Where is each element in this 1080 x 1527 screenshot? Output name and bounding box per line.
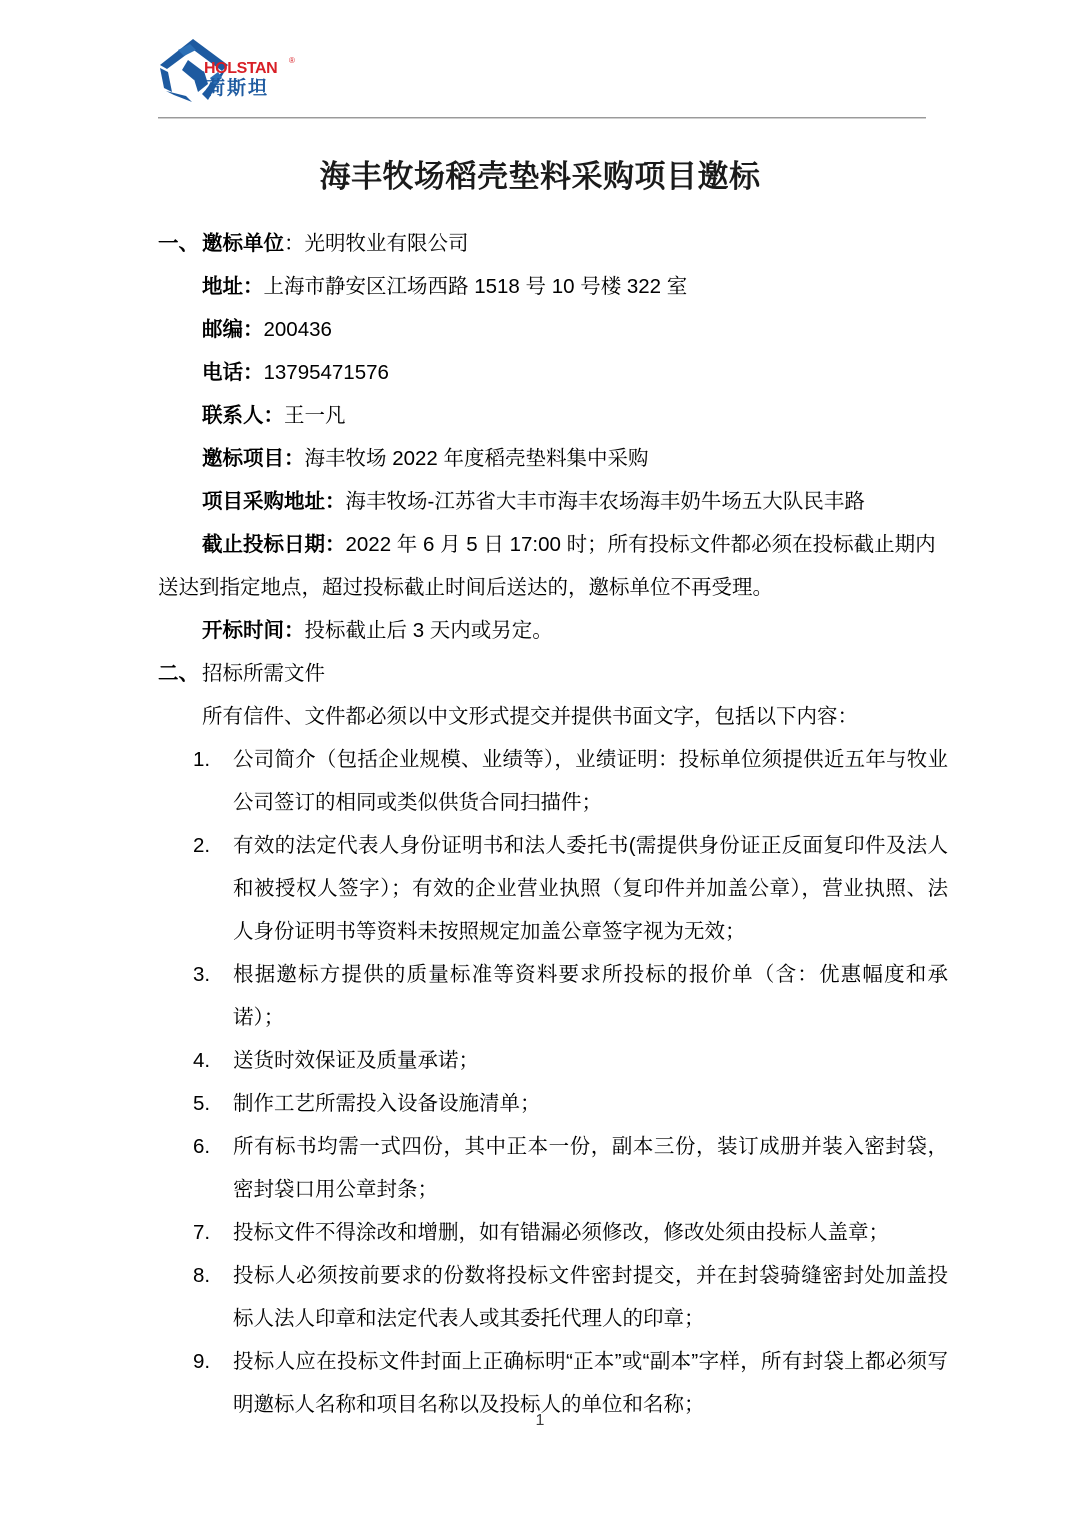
page-header [158,36,926,118]
document-body [158,222,948,1426]
list-item [158,953,948,1039]
required-documents-list [158,738,948,1426]
field-address-label: 地址 [202,275,243,298]
section-two-title: 招标所需文件 [202,662,325,685]
section-one-line [202,222,948,265]
list-item-number: 2. [193,834,211,857]
list-item [158,1211,948,1254]
field-phone-value: 13795471576 [263,361,389,384]
list-item [158,1082,948,1125]
field-phone [158,351,948,394]
invitation-unit-value: 光明牧业有限公司 [304,232,469,255]
list-item-text: 投标人应在投标文件封面上正确标明“正本”或“副本”字样，所有封袋上都必须写明邀标人名称和项目名称以及投标人的单位和名称； [233,1350,948,1416]
field-bid-opening-time [158,609,948,652]
list-item-number: 5. [193,1092,211,1115]
field-address-value: 上海市静安区江场西路 1518 号 10 号楼 322 室 [263,275,688,298]
field-bid-opening-time-label: 开标时间： [202,619,305,642]
document-title: 海丰牧场稻壳垫料采购项目邀标 [319,158,761,195]
invitation-unit-separator: ： [284,232,305,255]
field-postcode [158,308,948,351]
field-bid-deadline-value: 2022 年 6 月 5 日 17:00 时；所有投标文件都必须在投标截止期内送达到指定地点，超过投标截止时间后送达的，邀标单位不再受理。 [158,533,936,599]
list-item-number: 3. [193,963,211,986]
list-item [158,1125,948,1211]
field-project [158,437,948,480]
field-address-separator: ： [243,275,264,298]
logo-wordmark [204,56,308,107]
field-project-separator: ： [284,447,305,470]
list-item-text: 公司简介（包括企业规模、业绩等），业绩证明：投标单位须提供近五年与牧业公司签订的相同或类似供货合同扫描件； [233,748,948,814]
field-contact-label: 联系人： [202,404,284,427]
header-divider [158,117,926,119]
field-postcode-label: 邮编： [202,318,264,341]
page-number: 1 [535,1412,545,1429]
company-logo [158,36,308,108]
field-phone-label: 电话 [202,361,243,384]
section-one-heading [158,222,948,265]
list-item-text: 投标人必须按前要求的份数将投标文件密封提交，并在封袋骑缝密封处加盖投标人法人印章和法定代表人或其委托代理人的印章； [233,1264,948,1330]
list-item [158,1254,948,1340]
field-bid-deadline-label: 截止投标日期： [202,533,346,556]
list-item-text: 送货时效保证及质量承诺； [233,1049,479,1072]
list-item-text: 投标文件不得涂改和增删，如有错漏必须修改，修改处须由投标人盖章； [233,1221,889,1244]
field-contact-value: 王一凡 [284,404,346,427]
list-item-number: 1. [193,748,211,771]
section-two-intro: 所有信件、文件都必须以中文形式提交并提供书面文字，包括以下内容： [202,705,858,728]
field-procurement-address [158,480,948,523]
field-phone-separator: ： [243,361,264,384]
logo-chinese-text: 荷斯坦 [206,77,270,99]
field-bid-deadline [158,523,948,609]
field-project-label: 邀标项目 [202,447,284,470]
list-item-number: 8. [193,1264,211,1287]
list-item [158,1039,948,1082]
list-item-number: 9. [193,1350,211,1373]
registered-trademark-icon: ® [289,56,295,65]
list-item [158,738,948,824]
field-project-value: 海丰牧场 2022 年度稻壳垫料集中采购 [304,447,649,470]
field-contact [158,394,948,437]
field-procurement-address-value: 海丰牧场-江苏省大丰市海丰农场海丰奶牛场五大队民丰路 [345,490,865,513]
list-item-number: 7. [193,1221,211,1244]
field-address [158,265,948,308]
list-item-text: 所有标书均需一式四份，其中正本一份，副本三份，装订成册并装入密封袋，密封袋口用公章封条； [233,1135,948,1201]
logo-latin-text: HOLSTAN [204,60,278,77]
field-procurement-address-label: 项目采购地址： [202,490,346,513]
list-item-text: 根据邀标方提供的质量标准等资料要求所投标的报价单（含：优惠幅度和承诺）； [233,963,948,1029]
list-item-text: 制作工艺所需投入设备设施清单； [233,1092,541,1115]
section-one-number: 一、 [158,232,199,255]
field-bid-opening-time-value: 投标截止后 3 天内或另定。 [304,619,553,642]
field-postcode-value: 200436 [263,318,332,341]
section-two-heading [158,652,948,695]
list-item-number: 6. [193,1135,211,1158]
section-two-number: 二、 [158,662,199,685]
invitation-unit-label: 邀标单位 [202,232,284,255]
list-item-number: 4. [193,1049,211,1072]
list-item [158,824,948,953]
list-item-text: 有效的法定代表人身份证明书和法人委托书(需提供身份证正反面复印件及法人和被授权人签字）；有效的企业营业执照（复印件并加盖公章），营业执照、法人身份证明书等资料未按照规定加盖公章签字视为无效； [233,834,948,943]
